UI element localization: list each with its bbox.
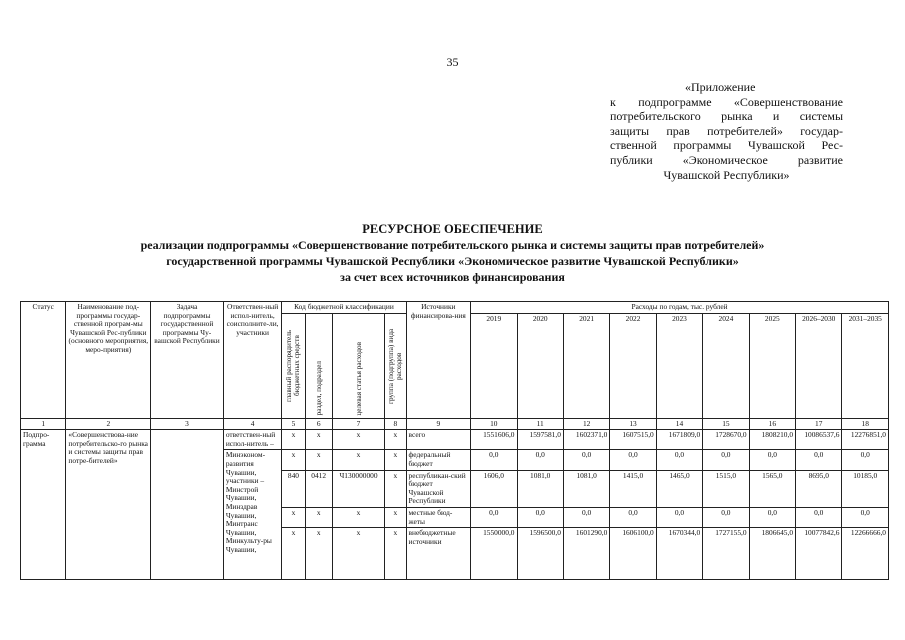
column-number: 16 [749, 418, 795, 430]
header-code-col: раздел, подраздел [305, 313, 332, 418]
value-cell: 10086537,6 [796, 430, 842, 450]
code-cell: x [305, 450, 332, 470]
value-cell: 0,0 [656, 450, 702, 470]
value-cell: 0,0 [610, 450, 656, 470]
column-number: 15 [703, 418, 749, 430]
value-cell: 0,0 [517, 507, 563, 527]
appendix-line: защиты прав потребителей» государ- [610, 123, 843, 138]
header-row [21, 302, 889, 314]
column-number: 17 [796, 418, 842, 430]
program-status: Подпро-грамма [21, 430, 66, 580]
value-cell: 1515,0 [703, 470, 749, 507]
header-sources: Источники финансирова-ния [406, 302, 471, 419]
page-number: 35 [446, 55, 459, 69]
value-cell: 0,0 [517, 450, 563, 470]
table-row [21, 430, 889, 450]
code-cell: x [305, 528, 332, 580]
code-cell: x [385, 430, 406, 450]
source-cell: всего [406, 430, 471, 450]
appendix-line: ственной программы Чувашской Рес- [610, 138, 843, 153]
value-cell: 1415,0 [610, 470, 656, 507]
column-number: 2 [66, 418, 151, 430]
value-cell: 1606100,0 [610, 528, 656, 580]
document-title: РЕСУРСНОЕ ОБЕСПЕЧЕНИЕ [362, 222, 543, 236]
value-cell: 1670344,0 [656, 528, 702, 580]
document-subtitle: государственной программы Чувашской Республики «Экономическое развитие Чувашской Республики» [166, 254, 739, 268]
resource-table [20, 301, 889, 580]
value-cell: 1607515,0 [610, 430, 656, 450]
appendix-line: «Приложение [685, 80, 756, 94]
column-number: 6 [305, 418, 332, 430]
value-cell: 1727155,0 [703, 528, 749, 580]
program-task [151, 430, 224, 580]
code-cell: x [332, 507, 384, 527]
value-cell: 1551606,0 [471, 430, 517, 450]
responsible-executor: ответствен-ный испол-нитель – [223, 430, 282, 450]
value-cell: 0,0 [703, 507, 749, 527]
column-number: 4 [223, 418, 282, 430]
source-cell: федеральный бюджет [406, 450, 471, 470]
value-cell: 1806645,0 [749, 528, 795, 580]
value-cell: 0,0 [471, 507, 517, 527]
value-cell: 0,0 [842, 507, 889, 527]
header-code-col: главный распорядитель бюджетных средств [282, 313, 305, 418]
value-cell: 1808210,0 [749, 430, 795, 450]
code-cell: 0412 [305, 470, 332, 507]
value-cell: 1606,0 [471, 470, 517, 507]
source-cell: местные бюд-жеты [406, 507, 471, 527]
column-number: 3 [151, 418, 224, 430]
value-cell: 1671809,0 [656, 430, 702, 450]
value-cell: 12276851,0 [842, 430, 889, 450]
header-year: 2020 [517, 313, 563, 418]
column-number: 18 [842, 418, 889, 430]
value-cell: 0,0 [610, 507, 656, 527]
header-status: Статус [21, 302, 66, 419]
header-expenses: Расходы по годам, тыс. рублей [471, 302, 889, 314]
header-budget-code: Код бюджетной классификации [282, 302, 406, 314]
value-cell: 0,0 [563, 507, 609, 527]
document-subtitle: за счет всех источников финансирования [340, 270, 565, 284]
value-cell: 0,0 [796, 450, 842, 470]
appendix-note [610, 80, 843, 182]
header-year: 2023 [656, 313, 702, 418]
header-year: 2021 [563, 313, 609, 418]
code-cell: Ч130000000 [332, 470, 384, 507]
code-cell: x [282, 430, 305, 450]
code-cell: x [282, 450, 305, 470]
header-code-col: целевая статья расходов [332, 313, 384, 418]
value-cell: 0,0 [656, 507, 702, 527]
value-cell: 1601290,0 [563, 528, 609, 580]
appendix-line: к подпрограмме «Совершенствование [610, 94, 843, 109]
column-number: 5 [282, 418, 305, 430]
value-cell: 0,0 [563, 450, 609, 470]
code-cell: x [282, 507, 305, 527]
value-cell: 1550000,0 [471, 528, 517, 580]
column-number-row [21, 418, 889, 430]
header-year: 2022 [610, 313, 656, 418]
appendix-line: Чувашской Республики» [663, 167, 790, 182]
code-cell: x [332, 450, 384, 470]
value-cell: 12266666,0 [842, 528, 889, 580]
responsible-participants: Минэконом-развития Чувашии, участники – Минстрой Чувашии, Минздрав Чувашии, Минтранс Чувашии, Минкульту-ры Чувашии, [223, 450, 282, 580]
header-responsible: Ответствен-ный испол-нитель, соисполните-ли, участники [223, 302, 282, 419]
code-cell: x [332, 430, 384, 450]
value-cell: 10185,0 [842, 470, 889, 507]
value-cell: 0,0 [471, 450, 517, 470]
column-number: 8 [385, 418, 406, 430]
header-code-col: группа (подгруппа) вида расходов [385, 313, 406, 418]
code-cell: x [385, 450, 406, 470]
column-number: 13 [610, 418, 656, 430]
column-number: 14 [656, 418, 702, 430]
column-number: 1 [21, 418, 66, 430]
value-cell: 1465,0 [656, 470, 702, 507]
header-year: 2019 [471, 313, 517, 418]
document-subtitle: реализации подпрограммы «Совершенствование потребительского рынка и системы защиты прав потребителей» [140, 238, 765, 252]
code-cell: x [282, 528, 305, 580]
value-cell: 1602371,0 [563, 430, 609, 450]
code-cell: x [385, 507, 406, 527]
code-cell: x [385, 470, 406, 507]
header-year: 2024 [703, 313, 749, 418]
column-number: 12 [563, 418, 609, 430]
value-cell: 8695,0 [796, 470, 842, 507]
header-year: 2026–2030 [796, 313, 842, 418]
code-cell: 840 [282, 470, 305, 507]
value-cell: 10077842,6 [796, 528, 842, 580]
value-cell: 0,0 [842, 450, 889, 470]
code-cell: x [305, 430, 332, 450]
value-cell: 1596500,0 [517, 528, 563, 580]
header-name: Наименование под-программы государ-ственной програм-мы Чувашской Рес-публики (основного мероприятия, меро-приятия) [66, 302, 151, 419]
column-number: 9 [406, 418, 471, 430]
column-number: 11 [517, 418, 563, 430]
source-cell: внебюджетные источники [406, 528, 471, 580]
appendix-line: потребительского рынка и системы [610, 109, 843, 124]
column-number: 7 [332, 418, 384, 430]
value-cell: 1597581,0 [517, 430, 563, 450]
code-cell: x [332, 528, 384, 580]
value-cell: 0,0 [796, 507, 842, 527]
code-cell: x [305, 507, 332, 527]
program-name: «Совершенствова-ние потребительско-го рынка и системы защиты прав потре-бителей» [66, 430, 151, 580]
value-cell: 0,0 [749, 450, 795, 470]
value-cell: 1081,0 [563, 470, 609, 507]
source-cell: республикан-ский бюджет Чувашской Республики [406, 470, 471, 507]
header-year: 2031–2035 [842, 313, 889, 418]
value-cell: 1081,0 [517, 470, 563, 507]
column-number: 10 [471, 418, 517, 430]
header-year: 2025 [749, 313, 795, 418]
value-cell: 1728670,0 [703, 430, 749, 450]
value-cell: 1565,0 [749, 470, 795, 507]
header-task: Задача подпрограммы государственной программы Чу-вашской Республики [151, 302, 224, 419]
value-cell: 0,0 [703, 450, 749, 470]
appendix-line: публики «Экономическое развитие [610, 152, 843, 167]
code-cell: x [385, 528, 406, 580]
value-cell: 0,0 [749, 507, 795, 527]
